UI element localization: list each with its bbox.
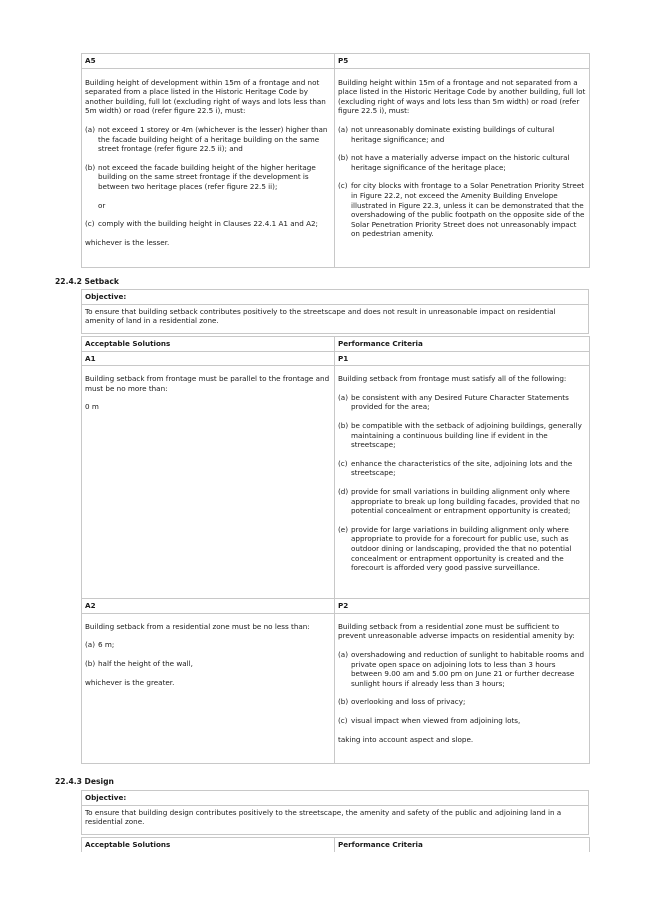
a1-text: Building setback from frontage must be parallel to the frontage and must be no more than: <box>85 374 330 393</box>
p1-item-d <box>338 487 586 516</box>
design-objective-label: Objective: <box>82 791 589 806</box>
p1-item-e-text: provide for large variations in building alignment only where appropriate to provide for a forecourt for public use, such as outdoor dining or landscaping, provided the that no potential concealment or entrapment opportunity is created and the forecourt is afforded very good passive surveillance. <box>351 524 572 573</box>
a2-item-a <box>85 640 331 650</box>
a5-item-b <box>85 163 331 192</box>
p2-code: P2 <box>335 599 590 614</box>
a5-item-b-label: (b) <box>85 162 96 172</box>
p5-item-b-label: (b) <box>338 153 349 163</box>
setback-col-performance: Performance Criteria <box>335 337 590 352</box>
design-objective-table <box>81 790 589 835</box>
p5-cell <box>335 68 590 267</box>
p1-item-a-label: (a) <box>338 392 349 402</box>
a5-item-c-text: comply with the building height in Clauses 22.4.1 A1 and A2; <box>98 219 318 229</box>
design-col-acceptable: Acceptable Solutions <box>82 838 335 852</box>
p1-item-a <box>338 393 586 412</box>
p1-cell <box>335 366 590 599</box>
a2-item-b <box>85 659 331 669</box>
a5-or: or <box>98 200 106 210</box>
p5-item-c-label: (c) <box>338 181 348 191</box>
design-col-performance: Performance Criteria <box>335 838 590 852</box>
p2-item-c <box>338 716 586 726</box>
a2-intro: Building setback from a residential zone must be no less than: <box>85 621 310 631</box>
p1-item-d-label: (d) <box>338 486 349 496</box>
setback-objective-table <box>81 289 589 334</box>
p1-item-d-text: provide for small variations in building alignment only where appropriate to break up long building facades, provided that no potential concealment or entrapment opportunity is created; <box>351 486 580 516</box>
a5-code: A5 <box>82 54 335 69</box>
a5-item-c-label: (c) <box>85 219 95 229</box>
p1-item-b-label: (b) <box>338 420 349 430</box>
setback-standards-table <box>81 336 590 764</box>
p1-intro: Building setback from frontage must satisfy all of the following: <box>338 374 567 384</box>
a5-closing: whichever is the lesser. <box>85 237 170 247</box>
a2-item-b-text: half the height of the wall, <box>98 658 193 668</box>
a5-p5-table <box>81 53 590 268</box>
p2-item-a-label: (a) <box>338 649 349 659</box>
setback-objective-text: To ensure that building setback contributes positively to the streetscape and does not result in unreasonable impact on residential amenity of land in a residential zone. <box>82 304 589 333</box>
p1-item-b <box>338 421 586 450</box>
p5-item-c <box>338 181 586 239</box>
a2-code: A2 <box>82 599 335 614</box>
p5-item-a <box>338 125 586 144</box>
p2-cell <box>335 613 590 763</box>
p5-item-b <box>338 153 586 172</box>
p2-item-b <box>338 697 586 707</box>
design-heading: 22.4.3 Design <box>55 777 114 786</box>
p5-item-b-text: not have a materially adverse impact on the historic cultural heritage significance of the heritage place; <box>351 153 570 172</box>
p1-item-c-label: (c) <box>338 458 348 468</box>
p2-item-b-label: (b) <box>338 697 349 707</box>
p2-item-a <box>338 650 586 688</box>
p5-intro: Building height within 15m of a frontage and not separated from a place listed in the Historic Heritage Code by another building, full lot (excluding right of ways and lots less than 5m width) or road (refer figure 22.5 i), must: <box>338 77 586 116</box>
p2-item-b-text: overlooking and loss of privacy; <box>351 697 466 707</box>
p2-item-a-text: overshadowing and reduction of sunlight to habitable rooms and private open space on adjoining lots to less than 3 hours between 9.00 am and 5.00 pm on June 21 or further decrease sunlight hours if already less than 3 hours; <box>351 649 585 688</box>
p2-item-c-label: (c) <box>338 715 348 725</box>
design-objective-text: To ensure that building design contributes positively to the streetscape, the amenity and safety of the public and adjoining land in a residential zone. <box>82 805 589 834</box>
setback-objective-label: Objective: <box>82 290 589 305</box>
a1-cell <box>82 366 335 599</box>
p1-item-e <box>338 525 586 573</box>
a2-closing: whichever is the greater. <box>85 677 175 687</box>
p1-code: P1 <box>335 351 590 366</box>
a2-item-a-text: 6 m; <box>98 640 115 650</box>
p5-code: P5 <box>335 54 590 69</box>
p5-item-c-text: for city blocks with frontage to a Solar Penetration Priority Street in Figure 22.2, not exceed the Amenity Building Envelope illustrated in Figure 22.3, unless it can be demonstrated that the overshadowing of the public footpath on the opposite side of the Solar Penetration Priority Street does not unreasonably impact on pedestrian amenity. <box>351 181 585 239</box>
setback-col-acceptable: Acceptable Solutions <box>82 337 335 352</box>
a1-code: A1 <box>82 351 335 366</box>
a2-cell <box>82 613 335 763</box>
design-standards-table <box>81 837 590 852</box>
p2-intro: Building setback from a residential zone must be sufficient to prevent unreasonable adverse impacts on residential amenity by: <box>338 621 575 641</box>
a5-cell <box>82 68 335 267</box>
a5-item-c <box>85 219 331 229</box>
p1-item-a-text: be consistent with any Desired Future Character Statements provided for the area; <box>351 392 569 412</box>
a2-item-a-label: (a) <box>85 640 96 650</box>
a5-intro: Building height of development within 15m of a frontage and not separated from a place listed in the Historic Heritage Code by another building, full lot (excluding right of ways and lots less than 5m width) or road (refer figure 22.5 i), must: <box>85 77 326 116</box>
p2-closing: taking into account aspect and slope. <box>338 734 474 744</box>
p1-item-c-text: enhance the characteristics of the site, adjoining lots and the streetscape; <box>351 458 573 478</box>
setback-heading: 22.4.2 Setback <box>55 277 119 286</box>
p1-item-b-text: be compatible with the setback of adjoining buildings, generally maintaining a continuous building line if evident in the streetscape; <box>351 420 582 450</box>
a5-item-a <box>85 125 331 154</box>
p1-item-c <box>338 459 586 478</box>
p1-item-e-label: (e) <box>338 524 349 534</box>
p5-item-a-text: not unreasonably dominate existing buildings of cultural heritage significance; and <box>351 124 555 144</box>
p2-item-c-text: visual impact when viewed from adjoining lots, <box>351 715 521 725</box>
a2-item-b-label: (b) <box>85 658 96 668</box>
a5-item-a-text: not exceed 1 storey or 4m (whichever is the lesser) higher than the facade building height of a heritage building on the same street frontage (refer figure 22.5 ii); and <box>98 124 328 154</box>
a5-item-b-text: not exceed the facade building height of the higher heritage building on the same street frontage if the development is between two heritage places (refer figure 22.5 ii); <box>98 162 316 191</box>
a1-value: 0 m <box>85 402 99 412</box>
p5-item-a-label: (a) <box>338 124 349 134</box>
a5-item-a-label: (a) <box>85 124 96 134</box>
